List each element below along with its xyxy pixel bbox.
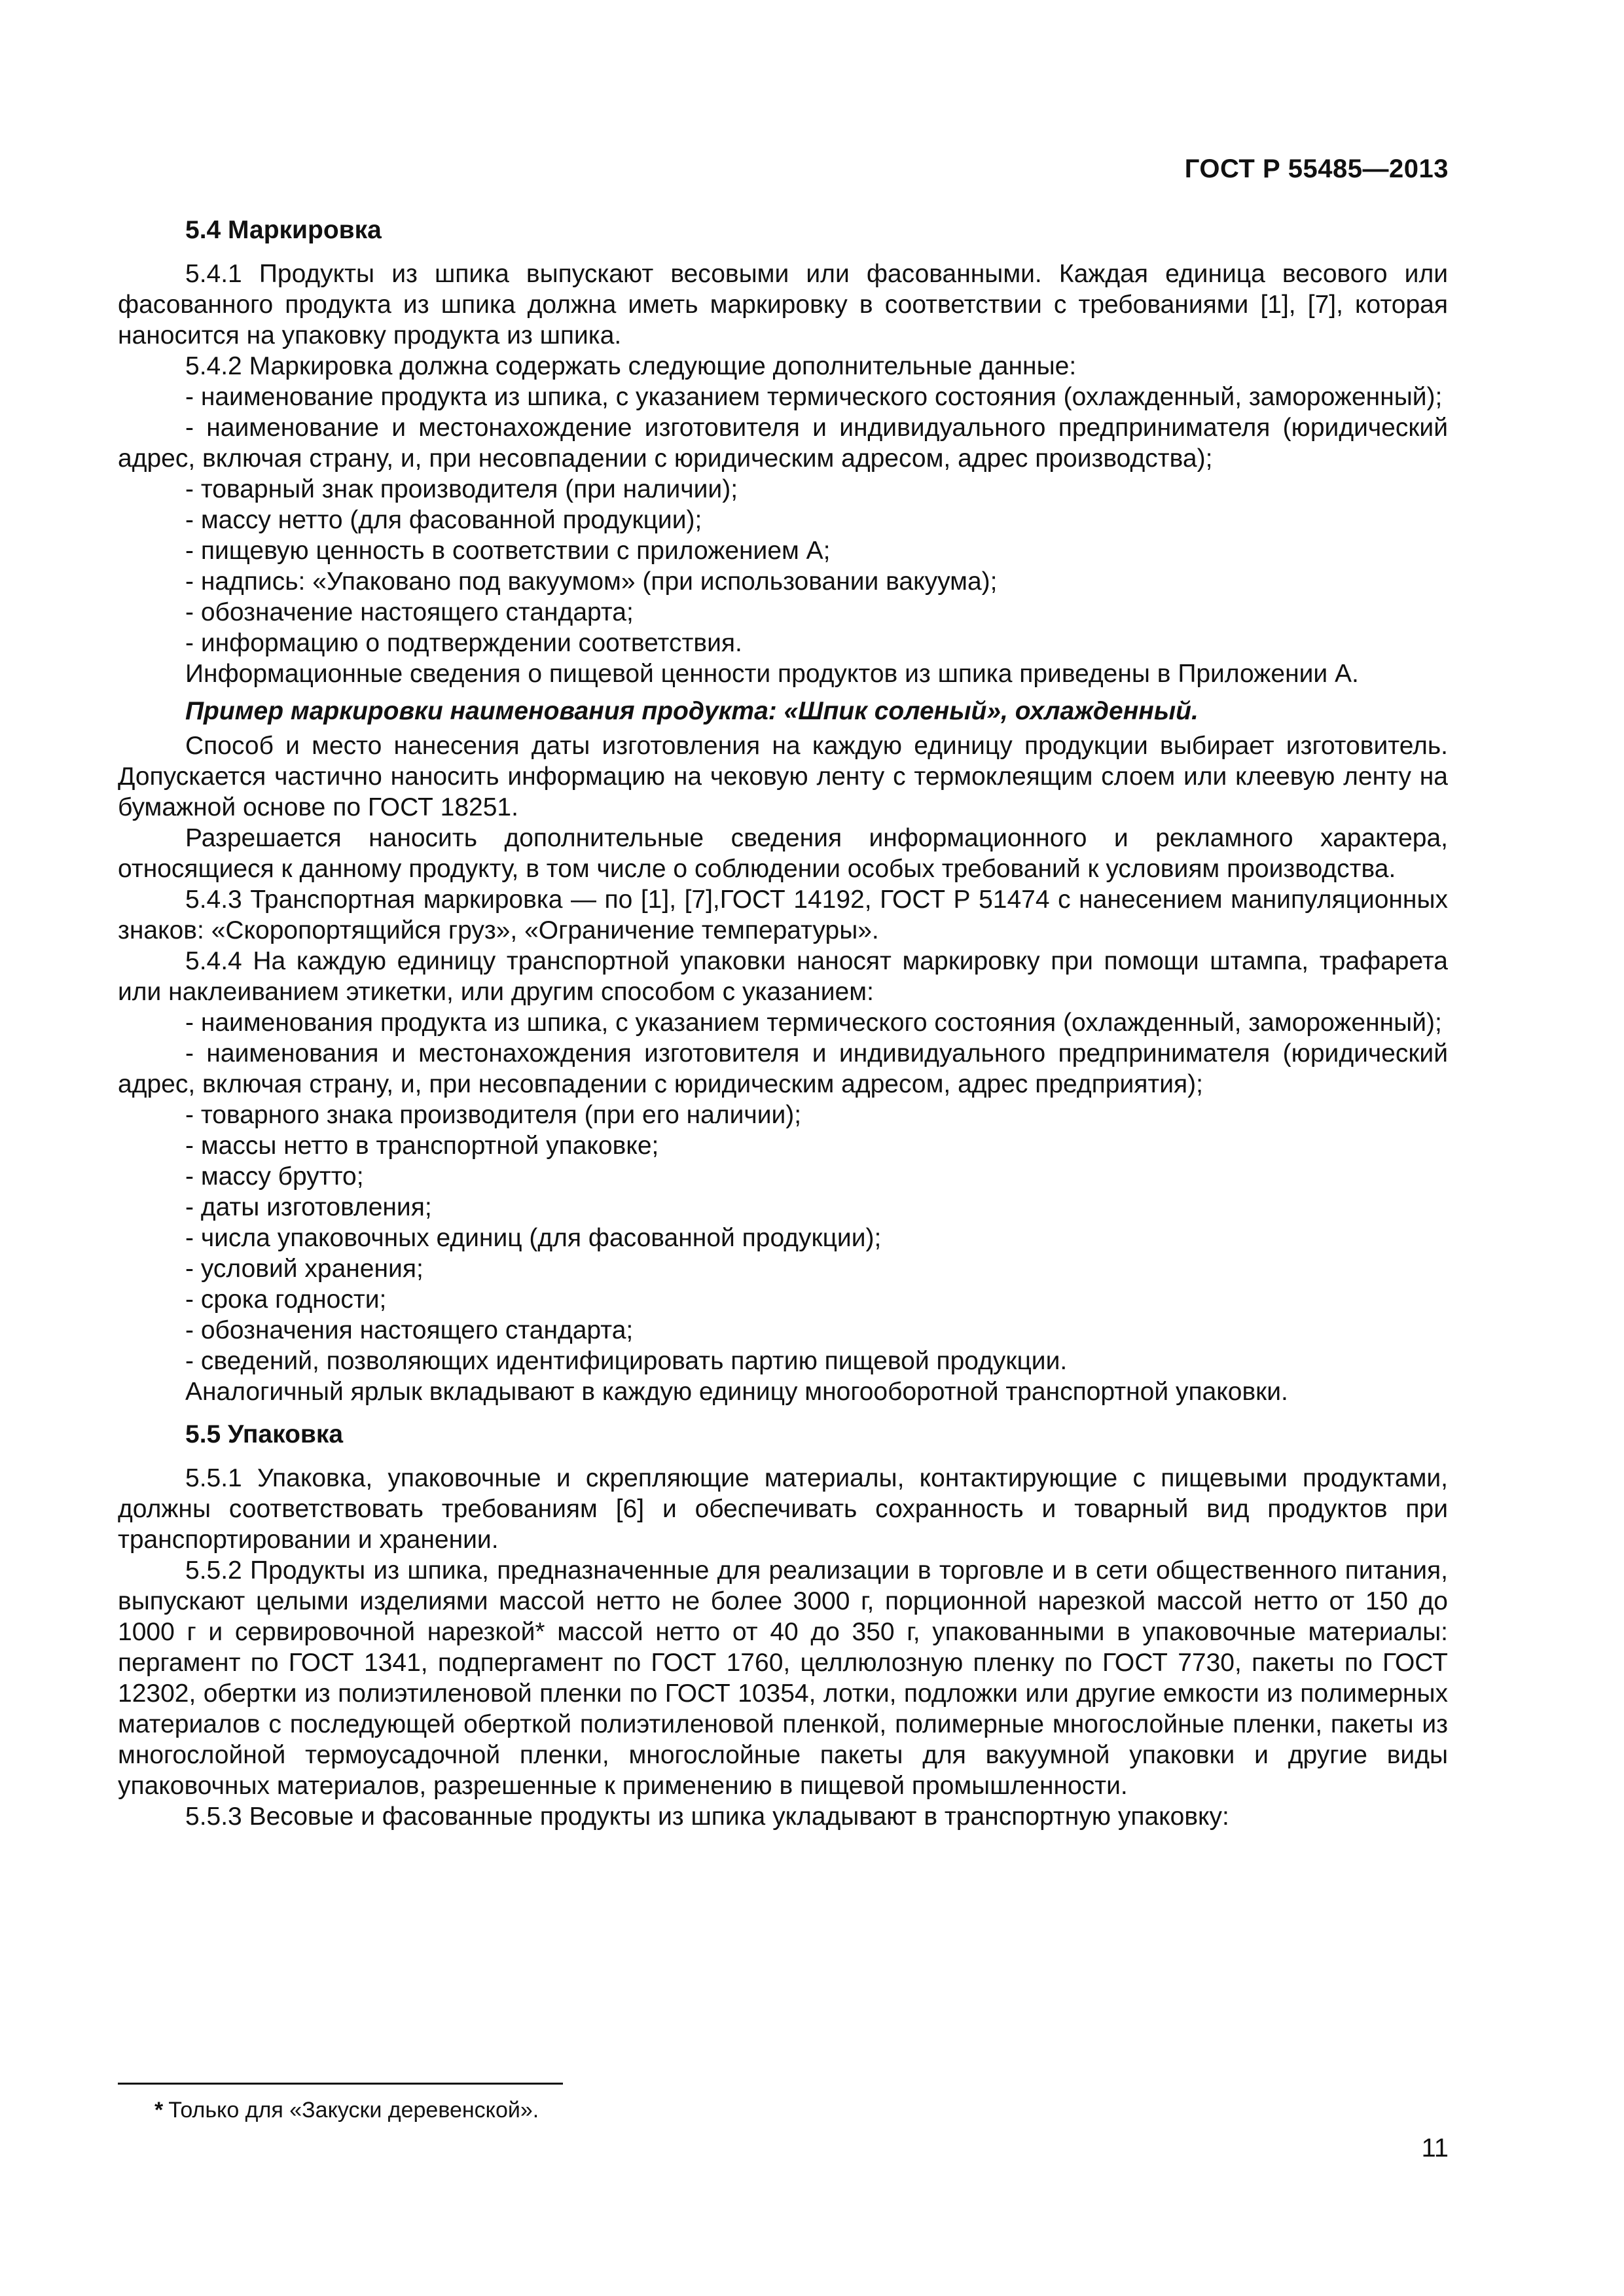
list-5-4-2 — [118, 382, 1448, 658]
list-item: - числа упаковочных единиц (для фасованной продукции); — [185, 1224, 882, 1252]
list-item: - срока годности; — [185, 1285, 387, 1314]
list-item: - наименование продукта из шпика, с указанием термического состояния (охлажденный, замороженный); — [185, 383, 1443, 411]
list-item: - пищевую ценность в соответствии с приложением А; — [185, 537, 831, 565]
paragraph-5-4-4: 5.4.4 На каждую единицу транспортной упаковки наносят маркировку при помощи штампа, трафарета или наклеиванием этикетки, или другим способом с указанием: — [118, 947, 1448, 1006]
example-label: Пример маркировки наименования продукта: «Шпик соленый», охлажденный. — [185, 697, 1199, 725]
footnote-marker: * — [154, 2098, 164, 2123]
list-5-4-4 — [118, 1007, 1448, 1376]
list-item: - обозначение настоящего стандарта; — [185, 598, 634, 626]
list-item: - массы нетто в транспортной упаковке; — [185, 1132, 659, 1160]
paragraph-5-4-2: 5.4.2 Маркировка должна содержать следующие дополнительные данные: — [185, 352, 1077, 380]
section-title-5-4: 5.4 Маркировка — [185, 216, 382, 244]
list-item: - наименование и местонахождение изготовителя и индивидуального предпринимателя (юридический адрес, включая страну, и, при несовпадении с юридическим адресом, адрес производства); — [118, 414, 1448, 473]
paragraph-label-insert: Аналогичный ярлык вкладывают в каждую единицу многооборотной транспортной упаковки. — [185, 1378, 1288, 1406]
list-item: - обозначения настоящего стандарта; — [185, 1316, 634, 1344]
paragraph-nutrition-info: Информационные сведения о пищевой ценности продуктов из шпика приведены в Приложении А. — [185, 660, 1359, 688]
footnote-divider — [118, 2083, 563, 2085]
page-number: 11 — [1421, 2134, 1449, 2162]
paragraph-5-5-3: 5.5.3 Весовые и фасованные продукты из шпика укладывают в транспортную упаковку: — [185, 1803, 1229, 1831]
section-title-5-5: 5.5 Упаковка — [185, 1420, 344, 1448]
paragraph-5-4-3: 5.4.3 Транспортная маркировка — по [1], [7],ГОСТ 14192, ГОСТ Р 51474 с нанесением манипуляционных знаков: «Скоропортящийся груз», «Ограничение температуры». — [118, 886, 1448, 944]
footnote-text: Только для «Закуски деревенской». — [168, 2098, 539, 2123]
list-item: - сведений, позволяющих идентифицировать партию пищевой продукции. — [185, 1347, 1068, 1375]
list-item: - условий хранения; — [185, 1255, 424, 1283]
list-item: - наименования и местонахождения изготовителя и индивидуального предпринимателя (юридический адрес, включая страну, и, при несовпадении с юридическим адресом, адрес предприятия); — [118, 1039, 1448, 1098]
paragraph-5-5-1: 5.5.1 Упаковка, упаковочные и скрепляющие материалы, контактирующие с пищевыми продуктами, должны соответствовать требованиям [6] и обеспечивать сохранность и товарный вид продуктов при транспортировании и хранении. — [118, 1464, 1448, 1554]
list-item: - даты изготовления; — [185, 1193, 432, 1221]
paragraph-5-4-1: 5.4.1 Продукты из шпика выпускают весовыми или фасованными. Каждая единица весового или фасованного продукта из шпика должна иметь маркировку в соответствии с требованиями [1], [7], которая наносится на упаковку продукта из шпика. — [118, 260, 1448, 350]
list-item: - массу нетто (для фасованной продукции); — [185, 506, 702, 534]
list-item: - наименования продукта из шпика, с указанием термического состояния (охлажденный, замороженный); — [185, 1009, 1442, 1037]
document-body — [118, 215, 1448, 1832]
footnote — [154, 2098, 539, 2123]
paragraph-date-marking: Способ и место нанесения даты изготовления на каждую единицу продукции выбирает изготовитель. Допускается частично наносить информацию на чековую ленту с термоклеящим слоем или клеевую ленту на бумажной основе по ГОСТ 18251. — [118, 732, 1448, 821]
list-item: - товарного знака производителя (при его наличии); — [185, 1101, 802, 1129]
list-item: - массу брутто; — [185, 1162, 364, 1191]
section-gap — [118, 1407, 1448, 1419]
list-item: - товарный знак производителя (при наличии); — [185, 475, 738, 503]
list-item: - информацию о подтверждении соответствия. — [185, 629, 742, 657]
document-header: ГОСТ Р 55485—2013 — [1184, 154, 1449, 183]
list-item: - надпись: «Упаковано под вакуумом» (при использовании вакуума); — [185, 567, 998, 596]
paragraph-5-5-2: 5.5.2 Продукты из шпика, предназначенные для реализации в торговле и в сети общественного питания, выпускают целыми изделиями массой нетто не более 3000 г, порционной нарезкой массой нетто от 150 до 1000 г и сервировочной нарезкой* массой нетто от 40 до 350 г, упакованными в упаковочные материалы: пергамент по ГОСТ 1341, подпергамент по ГОСТ 1760, целлюлозную пленку по ГОСТ 7730, пакеты по ГОСТ 12302, обертки из полиэтиленовой пленки по ГОСТ 10354, лотки, подложки или другие емкости из полимерных материалов с последующей оберткой полиэтиленовой пленкой, полимерные многослойные пленки, пакеты из многослойной термоусадочной пленки, многослойные пакеты для вакуумной упаковки и другие виды упаковочных материалов, разрешенные к применению в пищевой промышленности. — [118, 1556, 1448, 1800]
paragraph-extra-info: Разрешается наносить дополнительные сведения информационного и рекламного характера, относящиеся к данному продукту, в том числе о соблюдении особых требований к условиям производства. — [118, 824, 1448, 883]
